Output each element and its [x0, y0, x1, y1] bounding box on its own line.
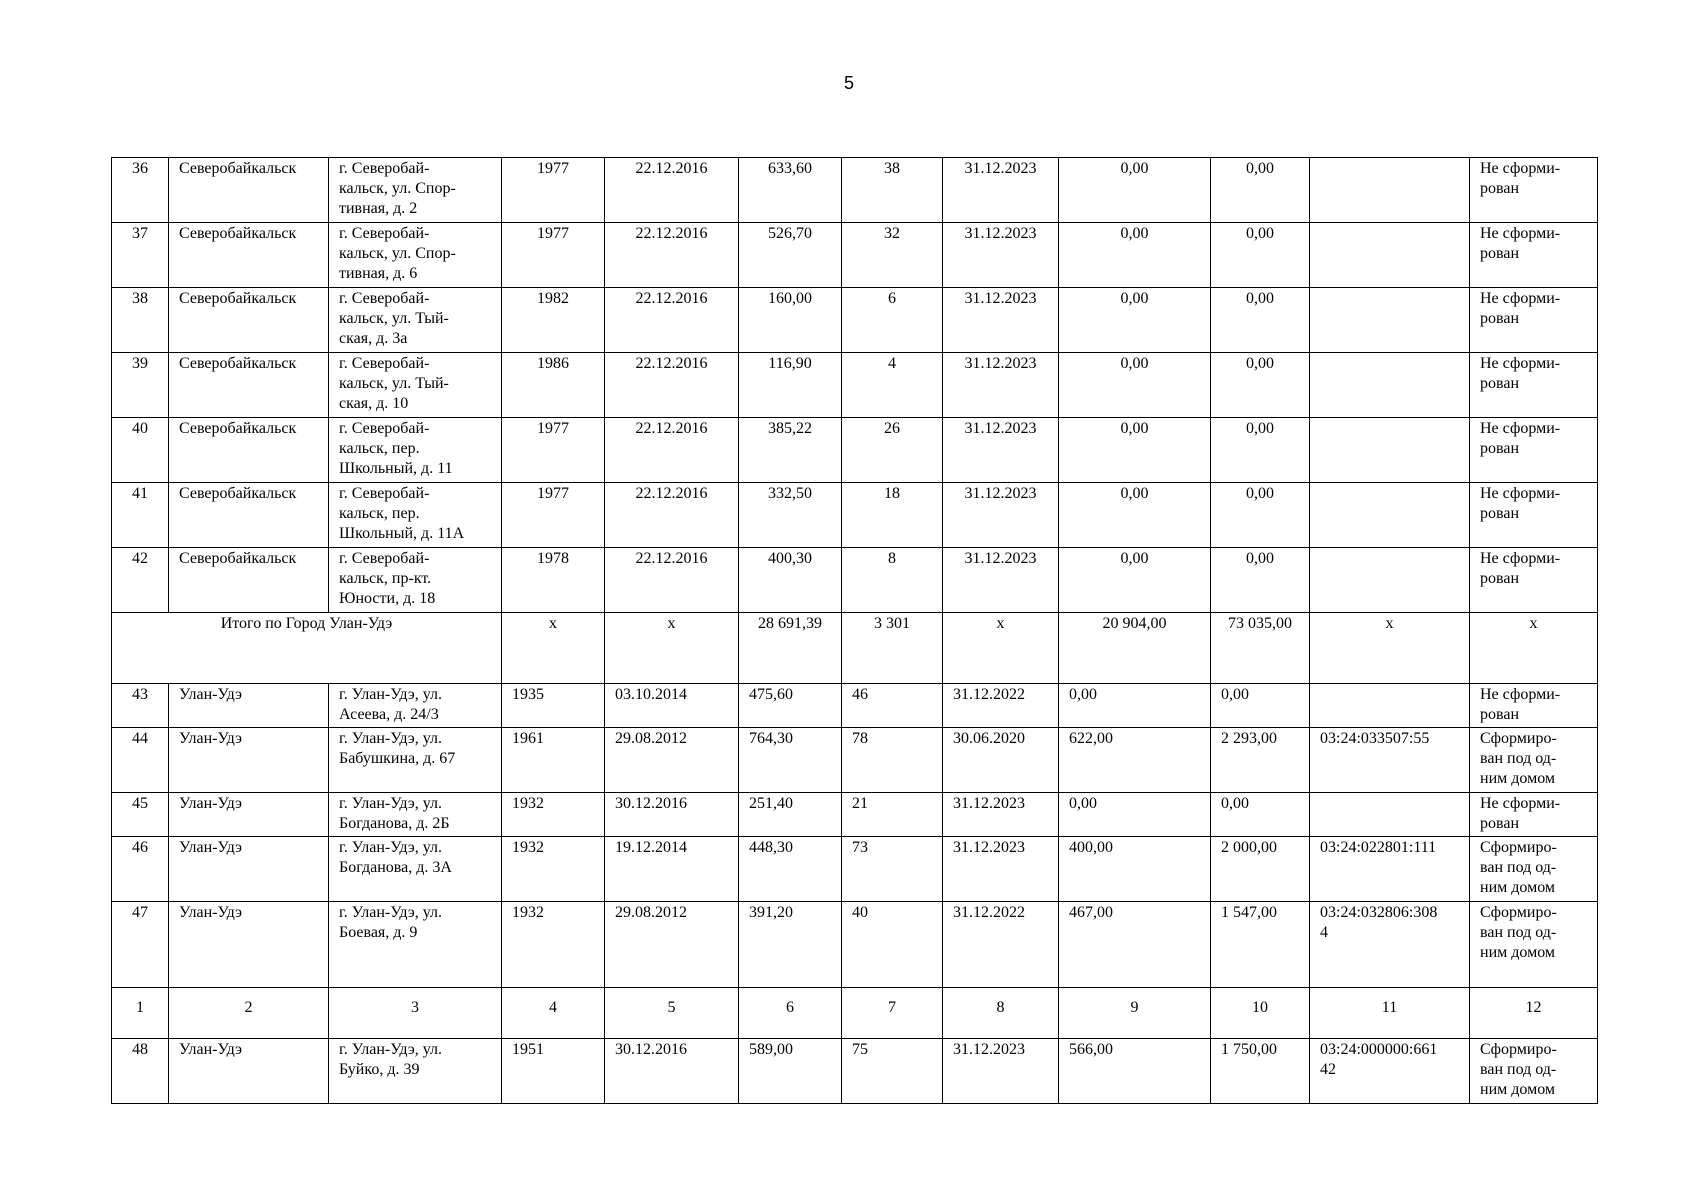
- cell-number: 39: [112, 353, 169, 418]
- cell-plan-date: 31.12.2023: [943, 288, 1059, 353]
- cell-plan-date: 31.12.2023: [943, 1039, 1059, 1104]
- cell-year: 1977: [502, 158, 605, 223]
- cell-area: 332,50: [739, 483, 842, 548]
- cell-date: 22.12.2016: [605, 483, 739, 548]
- column-number: 8: [943, 988, 1059, 1039]
- cell-city: Северобайкальск: [169, 418, 329, 483]
- cell-year: 1932: [502, 793, 605, 837]
- cell-people: 32: [842, 223, 943, 288]
- cell-col10: 0,00: [1211, 548, 1310, 613]
- cell-address: г. Улан-Удэ, ул. Богданова, д. 2Б: [329, 793, 502, 837]
- cell-col10: 0,00: [1211, 418, 1310, 483]
- cell-address: г. Улан-Удэ, ул. Боевая, д. 9: [329, 902, 502, 988]
- column-number: 1: [112, 988, 169, 1039]
- cell-number: 37: [112, 223, 169, 288]
- cell-date: 30.12.2016: [605, 793, 739, 837]
- cell-area: 448,30: [739, 837, 842, 902]
- total-col10: 73 035,00: [1211, 613, 1310, 684]
- cell-city: Улан-Удэ: [169, 728, 329, 793]
- cell-col10: 0,00: [1211, 353, 1310, 418]
- cell-city: Северобайкальск: [169, 353, 329, 418]
- column-number: 4: [502, 988, 605, 1039]
- cell-col10: 2 293,00: [1211, 728, 1310, 793]
- cell-col9: 0,00: [1059, 223, 1211, 288]
- cell-area: 251,40: [739, 793, 842, 837]
- cell-col9: 400,00: [1059, 837, 1211, 902]
- cell-col9: 0,00: [1059, 548, 1211, 613]
- cell-col10: 1 750,00: [1211, 1039, 1310, 1104]
- cell-address: г. Северобай- кальск, ул. Тый- ская, д. 3а: [329, 288, 502, 353]
- cell-col10: 0,00: [1211, 684, 1310, 728]
- cell-year: 1961: [502, 728, 605, 793]
- cell-address: г. Улан-Удэ, ул. Буйко, д. 39: [329, 1039, 502, 1104]
- total-row: [112, 613, 1598, 684]
- cell-plan-date: 31.12.2022: [943, 902, 1059, 988]
- cell-plan-date: 31.12.2023: [943, 353, 1059, 418]
- cell-cadastral: [1310, 158, 1470, 223]
- cell-city: Улан-Удэ: [169, 902, 329, 988]
- cell-number: 45: [112, 793, 169, 837]
- cell-cadastral: 03:24:000000:661 42: [1310, 1039, 1470, 1104]
- cell-area: 160,00: [739, 288, 842, 353]
- table-row: [112, 223, 1598, 288]
- cell-status: Не сформи- рован: [1470, 158, 1598, 223]
- cell-col10: 0,00: [1211, 223, 1310, 288]
- cell-col9: 0,00: [1059, 158, 1211, 223]
- cell-number: 36: [112, 158, 169, 223]
- cell-cadastral: 03:24:033507:55: [1310, 728, 1470, 793]
- cell-plan-date: 31.12.2023: [943, 548, 1059, 613]
- cell-number: 43: [112, 684, 169, 728]
- housing-registry-table: [111, 157, 1598, 1104]
- column-number: 2: [169, 988, 329, 1039]
- cell-area: 385,22: [739, 418, 842, 483]
- cell-address: г. Северобай- кальск, пр-кт. Юности, д. 18: [329, 548, 502, 613]
- total-col5: х: [605, 613, 739, 684]
- cell-address: г. Северобай- кальск, пер. Школьный, д. 11: [329, 418, 502, 483]
- column-number: 9: [1059, 988, 1211, 1039]
- cell-cadastral: 03:24:032806:308 4: [1310, 902, 1470, 988]
- cell-address: г. Улан-Удэ, ул. Бабушкина, д. 67: [329, 728, 502, 793]
- cell-people: 40: [842, 902, 943, 988]
- table-row: [112, 793, 1598, 837]
- column-number-row: [112, 988, 1598, 1039]
- cell-city: Улан-Удэ: [169, 793, 329, 837]
- cell-plan-date: 31.12.2023: [943, 483, 1059, 548]
- table-row: [112, 483, 1598, 548]
- cell-city: Северобайкальск: [169, 158, 329, 223]
- cell-year: 1932: [502, 837, 605, 902]
- cell-status: Сформиро- ван под од- ним домом: [1470, 1039, 1598, 1104]
- cell-address: г. Улан-Удэ, ул. Асеева, д. 24/3: [329, 684, 502, 728]
- cell-col9: 0,00: [1059, 288, 1211, 353]
- cell-status: Сформиро- ван под од- ним домом: [1470, 728, 1598, 793]
- table-row: [112, 684, 1598, 728]
- cell-people: 6: [842, 288, 943, 353]
- cell-status: Не сформи- рован: [1470, 288, 1598, 353]
- total-area: 28 691,39: [739, 613, 842, 684]
- cell-people: 78: [842, 728, 943, 793]
- cell-date: 22.12.2016: [605, 418, 739, 483]
- cell-col9: 0,00: [1059, 418, 1211, 483]
- cell-col9: 0,00: [1059, 684, 1211, 728]
- cell-col9: 0,00: [1059, 793, 1211, 837]
- cell-status: Не сформи- рован: [1470, 353, 1598, 418]
- cell-date: 22.12.2016: [605, 548, 739, 613]
- cell-number: 40: [112, 418, 169, 483]
- total-col9: 20 904,00: [1059, 613, 1211, 684]
- cell-number: 44: [112, 728, 169, 793]
- cell-col10: 1 547,00: [1211, 902, 1310, 988]
- cell-year: 1977: [502, 418, 605, 483]
- cell-status: Не сформи- рован: [1470, 223, 1598, 288]
- cell-date: 22.12.2016: [605, 353, 739, 418]
- cell-people: 38: [842, 158, 943, 223]
- cell-cadastral: [1310, 483, 1470, 548]
- cell-col9: 0,00: [1059, 483, 1211, 548]
- cell-people: 73: [842, 837, 943, 902]
- page-number: 5: [843, 73, 854, 93]
- cell-col10: 2 000,00: [1211, 837, 1310, 902]
- cell-number: 38: [112, 288, 169, 353]
- cell-people: 4: [842, 353, 943, 418]
- cell-address: г. Северобай- кальск, ул. Тый- ская, д. 10: [329, 353, 502, 418]
- cell-city: Северобайкальск: [169, 288, 329, 353]
- cell-people: 18: [842, 483, 943, 548]
- cell-number: 41: [112, 483, 169, 548]
- cell-year: 1935: [502, 684, 605, 728]
- cell-area: 116,90: [739, 353, 842, 418]
- cell-area: 400,30: [739, 548, 842, 613]
- cell-area: 764,30: [739, 728, 842, 793]
- table-row: [112, 158, 1598, 223]
- cell-number: 47: [112, 902, 169, 988]
- cell-cadastral: [1310, 793, 1470, 837]
- column-number: 12: [1470, 988, 1598, 1039]
- cell-year: 1951: [502, 1039, 605, 1104]
- cell-cadastral: [1310, 684, 1470, 728]
- cell-plan-date: 31.12.2023: [943, 418, 1059, 483]
- cell-col10: 0,00: [1211, 158, 1310, 223]
- cell-address: г. Северобай- кальск, ул. Спор- тивная, д. 6: [329, 223, 502, 288]
- table-row: [112, 548, 1598, 613]
- cell-cadastral: [1310, 548, 1470, 613]
- column-number: 10: [1211, 988, 1310, 1039]
- column-number: 6: [739, 988, 842, 1039]
- cell-plan-date: 30.06.2020: [943, 728, 1059, 793]
- cell-cadastral: [1310, 288, 1470, 353]
- table-row: [112, 353, 1598, 418]
- cell-cadastral: 03:24:022801:111: [1310, 837, 1470, 902]
- cell-city: Улан-Удэ: [169, 837, 329, 902]
- cell-people: 8: [842, 548, 943, 613]
- cell-status: Не сформи- рован: [1470, 483, 1598, 548]
- cell-year: 1986: [502, 353, 605, 418]
- total-col11: х: [1310, 613, 1470, 684]
- cell-number: 46: [112, 837, 169, 902]
- cell-col9: 622,00: [1059, 728, 1211, 793]
- cell-date: 29.08.2012: [605, 728, 739, 793]
- cell-people: 75: [842, 1039, 943, 1104]
- cell-cadastral: [1310, 223, 1470, 288]
- cell-city: Улан-Удэ: [169, 684, 329, 728]
- total-label: Итого по Город Улан-Удэ: [112, 613, 502, 684]
- cell-address: г. Северобай- кальск, пер. Школьный, д. 11А: [329, 483, 502, 548]
- column-number: 11: [1310, 988, 1470, 1039]
- cell-col9: 566,00: [1059, 1039, 1211, 1104]
- table-row: [112, 288, 1598, 353]
- cell-city: Северобайкальск: [169, 223, 329, 288]
- cell-number: 48: [112, 1039, 169, 1104]
- cell-people: 26: [842, 418, 943, 483]
- cell-date: 22.12.2016: [605, 158, 739, 223]
- cell-plan-date: 31.12.2023: [943, 223, 1059, 288]
- cell-area: 589,00: [739, 1039, 842, 1104]
- cell-area: 391,20: [739, 902, 842, 988]
- cell-status: Не сформи- рован: [1470, 793, 1598, 837]
- cell-year: 1978: [502, 548, 605, 613]
- column-number: 7: [842, 988, 943, 1039]
- cell-date: 22.12.2016: [605, 223, 739, 288]
- cell-city: Северобайкальск: [169, 548, 329, 613]
- cell-people: 46: [842, 684, 943, 728]
- cell-year: 1977: [502, 223, 605, 288]
- total-people: 3 301: [842, 613, 943, 684]
- cell-date: 29.08.2012: [605, 902, 739, 988]
- cell-status: Не сформи- рован: [1470, 418, 1598, 483]
- cell-number: 42: [112, 548, 169, 613]
- cell-address: г. Северобай- кальск, ул. Спор- тивная, д. 2: [329, 158, 502, 223]
- cell-col9: 0,00: [1059, 353, 1211, 418]
- cell-plan-date: 31.12.2022: [943, 684, 1059, 728]
- column-number: 5: [605, 988, 739, 1039]
- cell-status: Не сформи- рован: [1470, 548, 1598, 613]
- cell-status: Не сформи- рован: [1470, 684, 1598, 728]
- cell-status: Сформиро- ван под од- ним домом: [1470, 902, 1598, 988]
- cell-year: 1932: [502, 902, 605, 988]
- total-col12: х: [1470, 613, 1598, 684]
- total-col4: х: [502, 613, 605, 684]
- cell-city: Северобайкальск: [169, 483, 329, 548]
- cell-status: Сформиро- ван под од- ним домом: [1470, 837, 1598, 902]
- cell-date: 19.12.2014: [605, 837, 739, 902]
- total-col8: х: [943, 613, 1059, 684]
- cell-area: 526,70: [739, 223, 842, 288]
- cell-year: 1977: [502, 483, 605, 548]
- cell-col10: 0,00: [1211, 288, 1310, 353]
- cell-plan-date: 31.12.2023: [943, 837, 1059, 902]
- cell-cadastral: [1310, 418, 1470, 483]
- cell-plan-date: 31.12.2023: [943, 158, 1059, 223]
- cell-address: г. Улан-Удэ, ул. Богданова, д. 3А: [329, 837, 502, 902]
- cell-col9: 467,00: [1059, 902, 1211, 988]
- table-row: [112, 1039, 1598, 1104]
- cell-col10: 0,00: [1211, 793, 1310, 837]
- cell-plan-date: 31.12.2023: [943, 793, 1059, 837]
- cell-people: 21: [842, 793, 943, 837]
- column-number: 3: [329, 988, 502, 1039]
- cell-city: Улан-Удэ: [169, 1039, 329, 1104]
- cell-area: 633,60: [739, 158, 842, 223]
- table-row: [112, 728, 1598, 793]
- table-row: [112, 837, 1598, 902]
- cell-date: 03.10.2014: [605, 684, 739, 728]
- cell-date: 30.12.2016: [605, 1039, 739, 1104]
- cell-year: 1982: [502, 288, 605, 353]
- table-row: [112, 418, 1598, 483]
- cell-col10: 0,00: [1211, 483, 1310, 548]
- cell-date: 22.12.2016: [605, 288, 739, 353]
- table-row: [112, 902, 1598, 988]
- cell-cadastral: [1310, 353, 1470, 418]
- cell-area: 475,60: [739, 684, 842, 728]
